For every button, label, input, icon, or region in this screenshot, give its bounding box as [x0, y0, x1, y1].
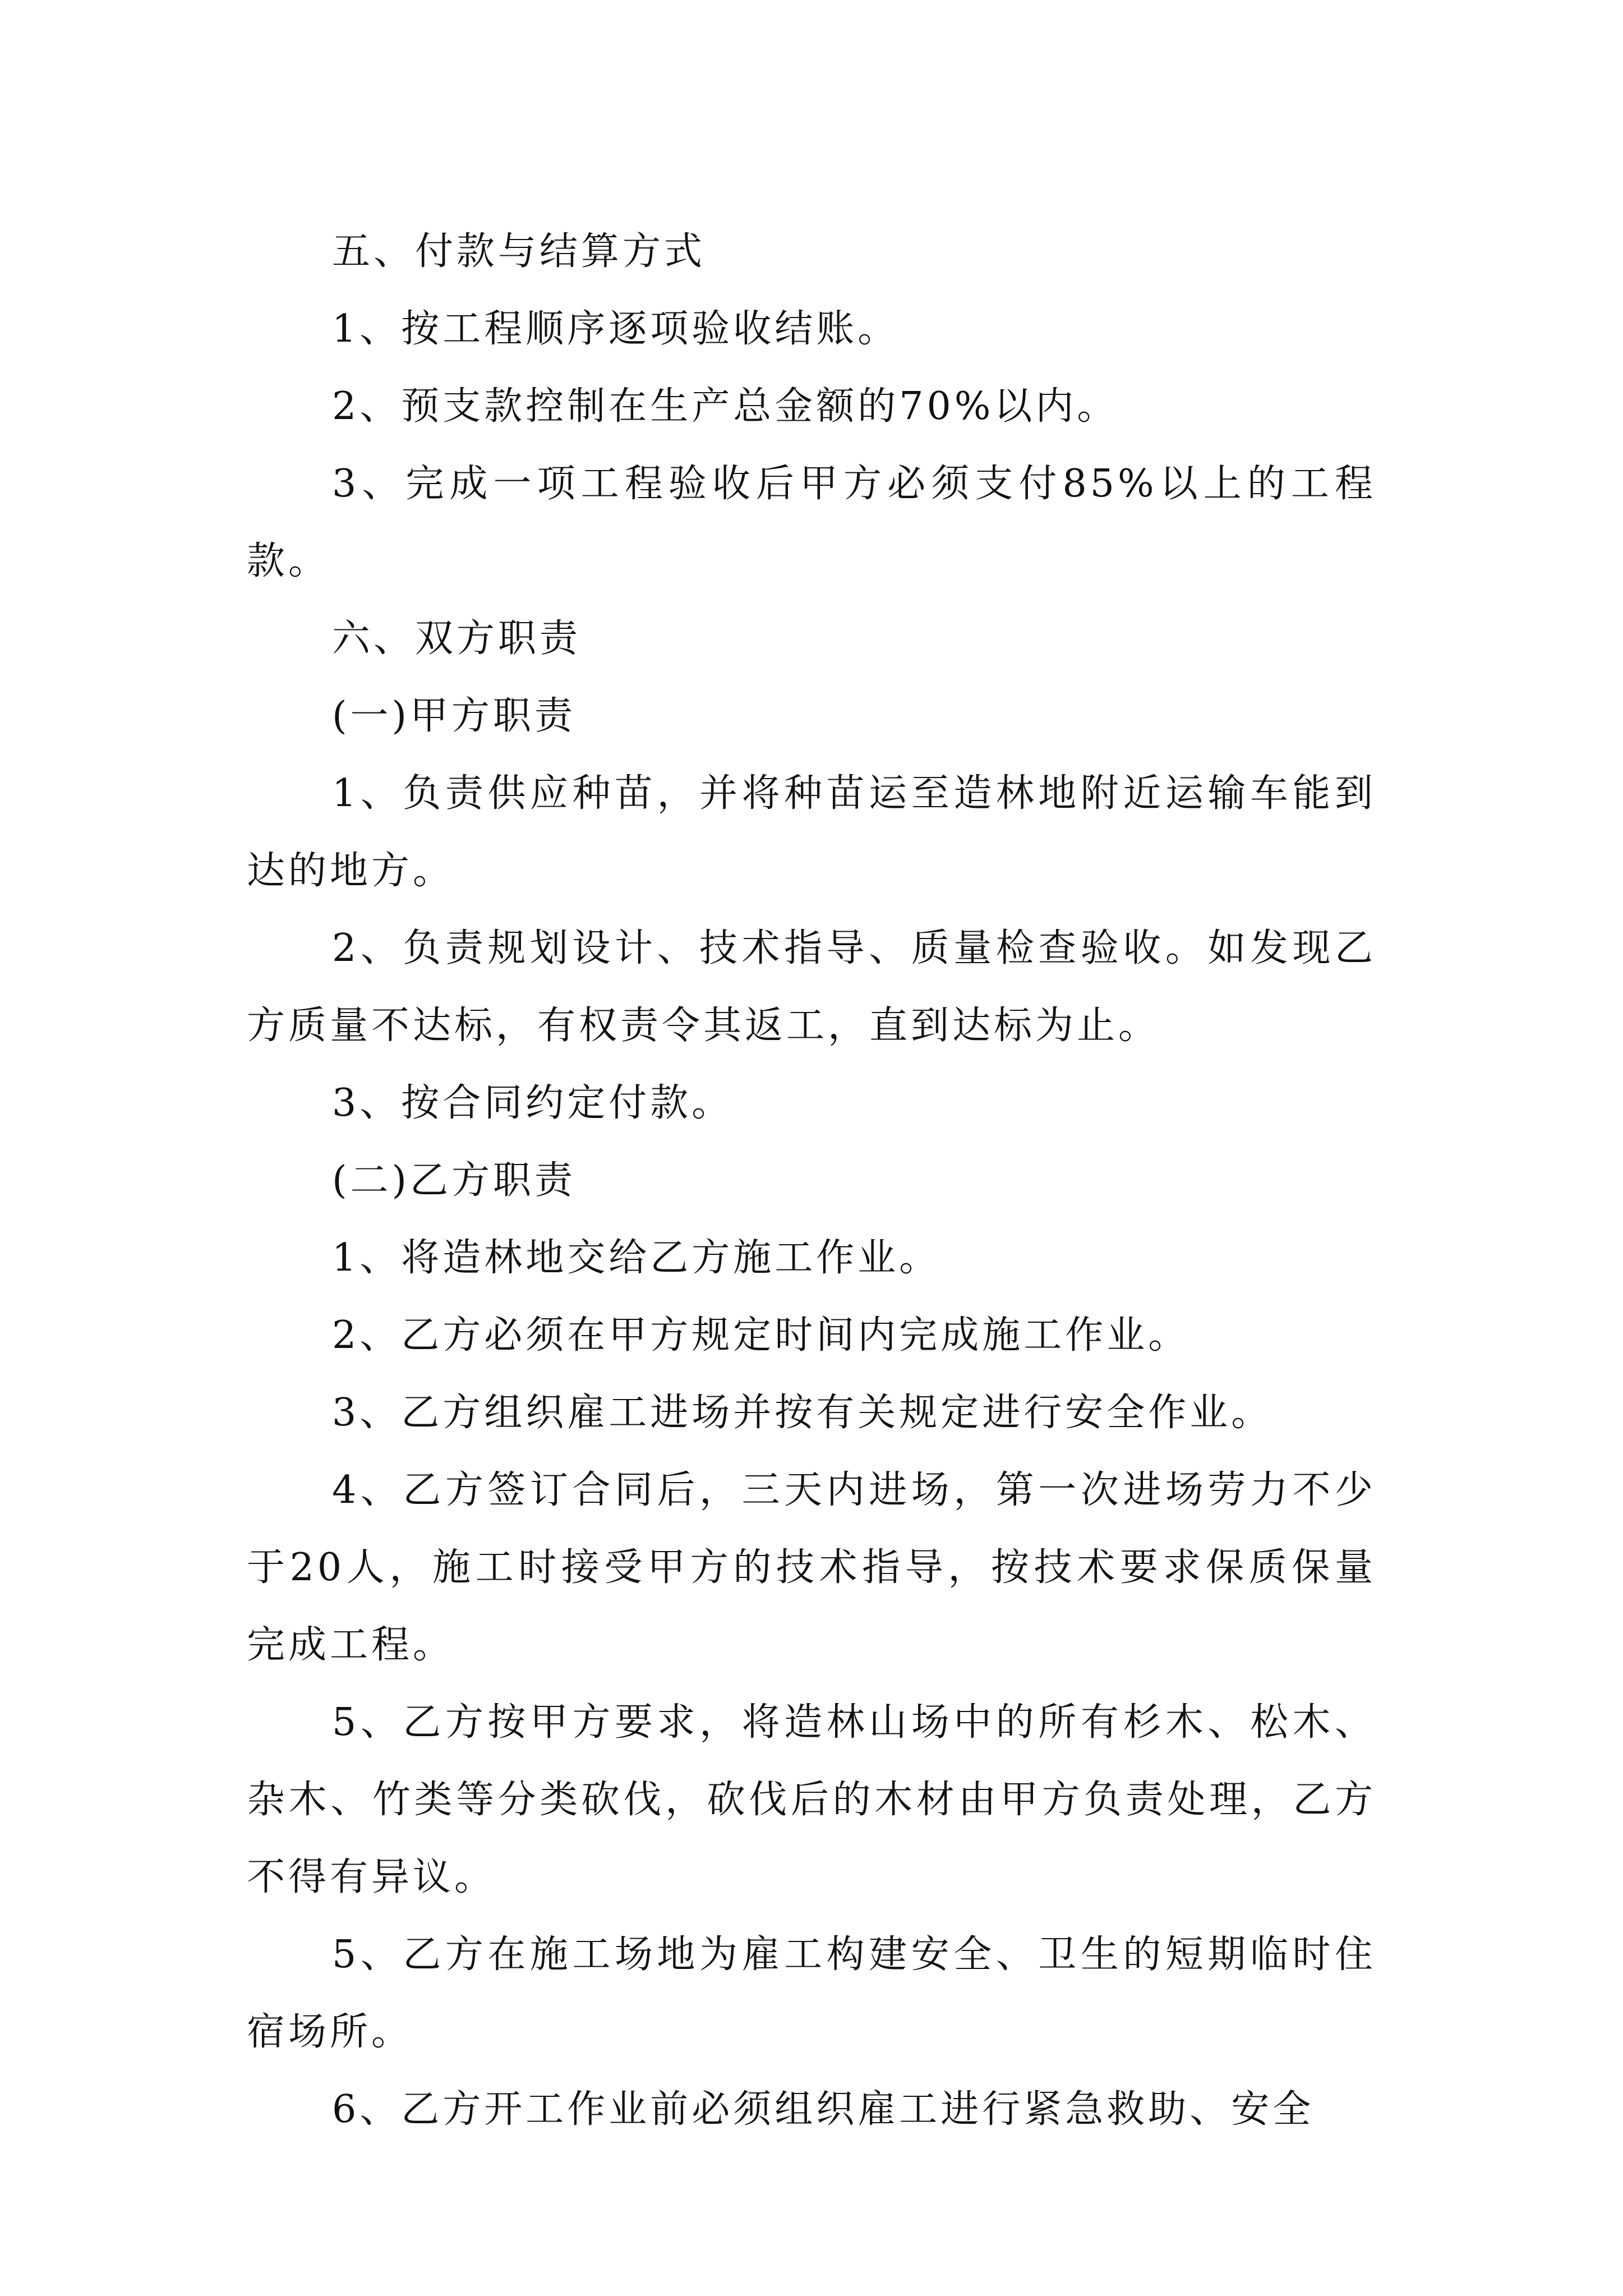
paragraph: 3、完成一项工程验收后甲方必须支付85%以上的工程款。	[247, 462, 1376, 583]
paragraph: 3、乙方组织雇工进场并按有关规定进行安全作业。	[332, 1391, 1273, 1435]
paragraph: 5、乙方在施工场地为雇工构建安全、卫生的短期临时住宿场所。	[247, 1932, 1376, 2054]
paragraph: 2、预支款控制在生产总金额的70%以内。	[332, 384, 1119, 429]
paragraph: 5、乙方按甲方要求，将造林山场中的所有杉木、松木、杂木、竹类等分类砍伐，砍伐后的木材由甲方负责处理，乙方不得有异议。	[247, 1700, 1376, 1899]
paragraph: 4、乙方签订合同后，三天内进场，第一次进场劳力不少于20人，施工时接受甲方的技术指导，按技术要求保质保量完成工程。	[247, 1468, 1376, 1667]
paragraph: 1、按工程顺序逐项验收结账。	[332, 307, 900, 351]
paragraph: 3、按合同约定付款。	[332, 1081, 734, 1125]
paragraph: 1、将造林地交给乙方施工作业。	[332, 1236, 941, 1280]
paragraph: 1、负责供应种苗，并将种苗运至造林地附近运输车能到达的地方。	[247, 771, 1376, 893]
paragraph: 2、负责规划设计、技术指导、质量检查验收。如发现乙方质量不达标，有权责令其返工，直到达标为止。	[247, 926, 1376, 1048]
section-heading-payment: 五、付款与结算方式	[332, 229, 706, 274]
subsection-heading-party-b: (二)乙方职责	[332, 1158, 577, 1203]
section-heading-duties: 六、双方职责	[332, 616, 582, 661]
subsection-heading-party-a: (一)甲方职责	[332, 694, 577, 738]
paragraph: 2、乙方必须在甲方规定时间内完成施工作业。	[332, 1313, 1190, 1358]
paragraph: 6、乙方开工作业前必须组织雇工进行紧急救助、安全	[332, 2087, 1315, 2132]
